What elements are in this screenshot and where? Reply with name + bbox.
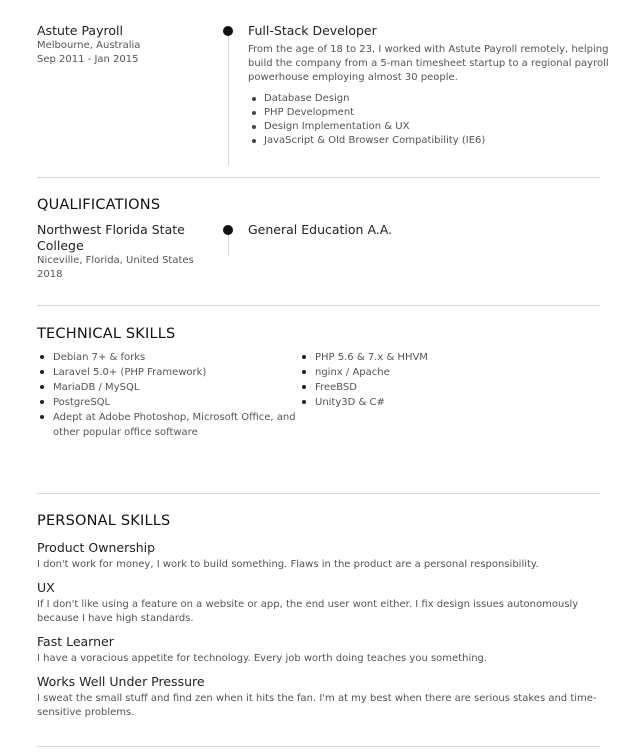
skill-title: Product Ownership bbox=[37, 540, 156, 555]
timeline-line bbox=[228, 232, 229, 256]
degree-details bbox=[248, 222, 392, 238]
skill-description: I don't work for money, I work to build something. Flaws in the product are a personal responsibility. bbox=[37, 559, 539, 570]
section-divider bbox=[37, 493, 600, 494]
timeline-dot-icon bbox=[223, 26, 233, 36]
qualification-entry bbox=[37, 222, 602, 292]
list-item bbox=[37, 673, 600, 720]
personal-skills-list bbox=[37, 539, 600, 727]
experience-meta bbox=[37, 23, 217, 67]
list-item: Database Design bbox=[248, 92, 610, 106]
company-name: Astute Payroll bbox=[37, 23, 123, 38]
list-item: MariaDB / MySQL bbox=[37, 380, 299, 395]
role-description: From the age of 18 to 23, I worked with Astute Payroll remotely, helping build the company from a 5-man timesheet startup to a regional payroll powerhouse employing almost 30 people. bbox=[248, 44, 609, 83]
qualification-meta bbox=[37, 222, 207, 282]
section-heading-personal-skills: PERSONAL SKILLS bbox=[37, 513, 171, 529]
list-item bbox=[37, 579, 600, 626]
list-item bbox=[37, 539, 600, 572]
list-item bbox=[37, 633, 600, 666]
section-divider bbox=[37, 177, 600, 178]
list-item: nginx / Apache bbox=[299, 365, 599, 380]
employment-dates: Sep 2011 - Jan 2015 bbox=[37, 54, 139, 65]
skills-column-left bbox=[37, 350, 299, 440]
timeline-line bbox=[228, 33, 229, 165]
skill-title: Fast Learner bbox=[37, 634, 114, 649]
degree-title: General Education A.A. bbox=[248, 222, 393, 237]
list-item: Debian 7+ & forks bbox=[37, 350, 299, 365]
list-item: Adept at Adobe Photoshop, Microsoft Office, and other popular office software bbox=[37, 410, 299, 440]
highlights-list bbox=[248, 92, 610, 148]
skill-title: Works Well Under Pressure bbox=[37, 674, 205, 689]
section-divider bbox=[37, 746, 600, 747]
timeline-dot-icon bbox=[223, 225, 233, 235]
list-item: PHP Development bbox=[248, 106, 610, 120]
list-item: Laravel 5.0+ (PHP Framework) bbox=[37, 365, 299, 380]
institution-name: Northwest Florida State College bbox=[37, 222, 185, 253]
list-item: Design Implementation & UX bbox=[248, 120, 610, 134]
company-location: Melbourne, Australia bbox=[37, 40, 141, 51]
skill-description: I sweat the small stuff and find zen when it hits the fan. I'm at my best when there are serious stakes and time-sensitive problems. bbox=[37, 693, 597, 718]
section-heading-qualifications: QUALIFICATIONS bbox=[37, 197, 161, 213]
experience-details bbox=[248, 23, 610, 148]
section-divider bbox=[37, 305, 600, 306]
graduation-year: 2018 bbox=[37, 269, 63, 280]
skills-column-right bbox=[299, 350, 599, 410]
section-heading-technical-skills: TECHNICAL SKILLS bbox=[37, 326, 176, 342]
institution-location: Niceville, Florida, United States bbox=[37, 255, 194, 266]
list-item: Unity3D & C# bbox=[299, 395, 599, 410]
list-item: FreeBSD bbox=[299, 380, 599, 395]
list-item: JavaScript & Old Browser Compatibility (IE6) bbox=[248, 134, 610, 148]
list-item: PHP 5.6 & 7.x & HHVM bbox=[299, 350, 599, 365]
skill-description: If I don't like using a feature on a website or app, the end user wont either. I fix design issues autonomously because I have high standards. bbox=[37, 599, 579, 624]
skill-title: UX bbox=[37, 580, 55, 595]
skill-description: I have a voracious appetite for technology. Every job worth doing teaches you something. bbox=[37, 653, 488, 664]
list-item: PostgreSQL bbox=[37, 395, 299, 410]
role-title: Full-Stack Developer bbox=[248, 23, 377, 38]
experience-entry bbox=[37, 23, 609, 168]
